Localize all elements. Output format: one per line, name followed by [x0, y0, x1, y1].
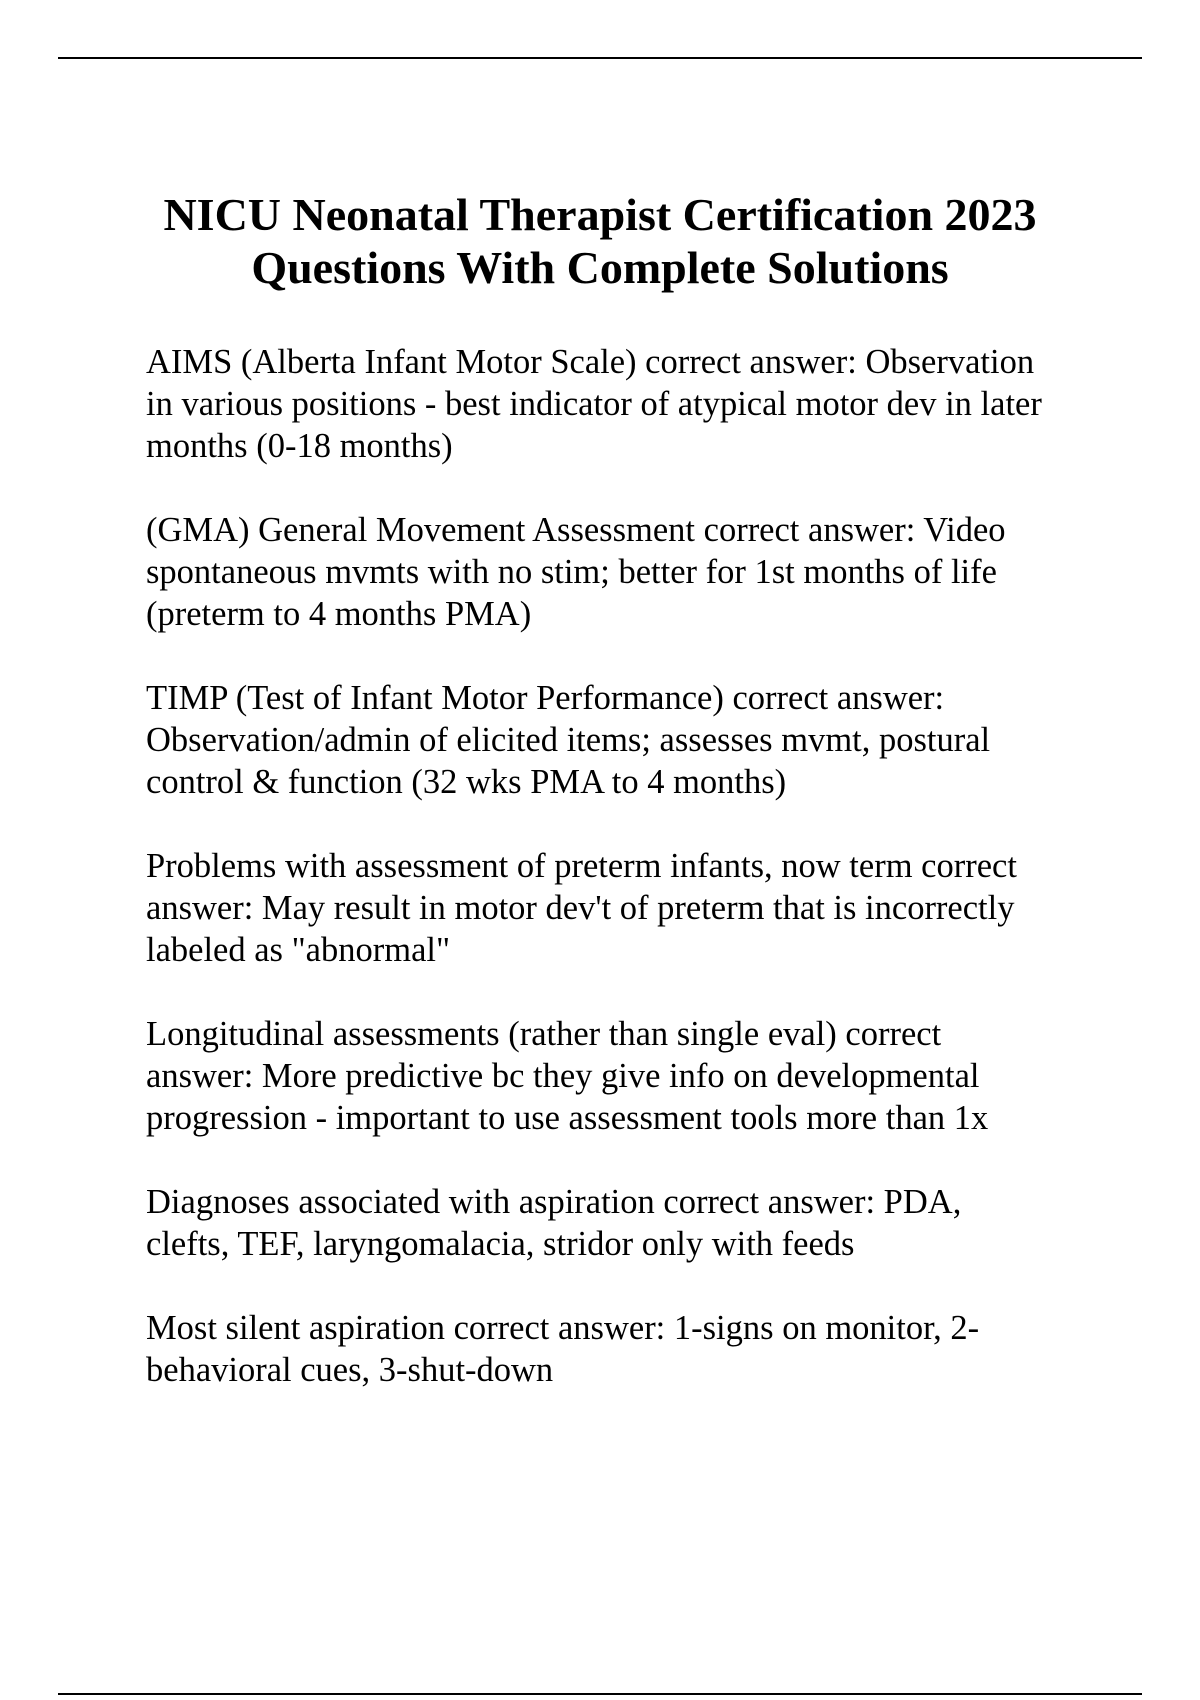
- qa-line: AIMS (Alberta Infant Motor Scale) correct answer: Observation: [146, 343, 1035, 381]
- qa-entry-preterm-problems: [146, 845, 1146, 971]
- qa-line: (GMA) General Movement Assessment correct answer: Video: [146, 511, 1006, 549]
- qa-line: clefts, TEF, laryngomalacia, stridor only with feeds: [146, 1225, 855, 1263]
- qa-line: Problems with assessment of preterm infants, now term correct: [146, 847, 1017, 885]
- qa-line: spontaneous mvmts with no stim; better for 1st months of life: [146, 553, 997, 591]
- qa-line: Diagnoses associated with aspiration correct answer: PDA,: [146, 1183, 962, 1221]
- qa-line: progression - important to use assessment tools more than 1x: [146, 1099, 989, 1137]
- qa-line: Longitudinal assessments (rather than single eval) correct: [146, 1015, 942, 1053]
- qa-entry-aims: [146, 341, 1146, 467]
- qa-line: Most silent aspiration correct answer: 1-signs on monitor, 2-: [146, 1309, 980, 1347]
- qa-line: labeled as "abnormal": [146, 931, 451, 969]
- qa-line: behavioral cues, 3-shut-down: [146, 1351, 554, 1389]
- qa-line: (preterm to 4 months PMA): [146, 595, 532, 633]
- qa-entry-silent-aspiration: [146, 1307, 1146, 1391]
- title-line: NICU Neonatal Therapist Certification 2023: [163, 189, 1037, 240]
- qa-line: control & function (32 wks PMA to 4 months): [146, 763, 787, 801]
- qa-entry-gma: [146, 509, 1146, 635]
- qa-entry-longitudinal: [146, 1013, 1146, 1139]
- top-rule: [58, 57, 1142, 59]
- qa-line: TIMP (Test of Infant Motor Performance) correct answer:: [146, 679, 945, 717]
- title-line: Questions With Complete Solutions: [251, 242, 949, 293]
- qa-line: answer: More predictive bc they give info on developmental: [146, 1057, 980, 1095]
- bottom-rule: [58, 1693, 1142, 1695]
- qa-entry-timp: [146, 677, 1146, 803]
- qa-line: in various positions - best indicator of atypical motor dev in later: [146, 385, 1042, 423]
- document-title: [100, 188, 1100, 294]
- qa-line: Observation/admin of elicited items; assesses mvmt, postural: [146, 721, 991, 759]
- qa-line: answer: May result in motor dev't of preterm that is incorrectly: [146, 889, 1015, 927]
- qa-list: [146, 341, 1146, 1433]
- qa-line: months (0-18 months): [146, 427, 453, 465]
- qa-entry-aspiration-diagnoses: [146, 1181, 1146, 1265]
